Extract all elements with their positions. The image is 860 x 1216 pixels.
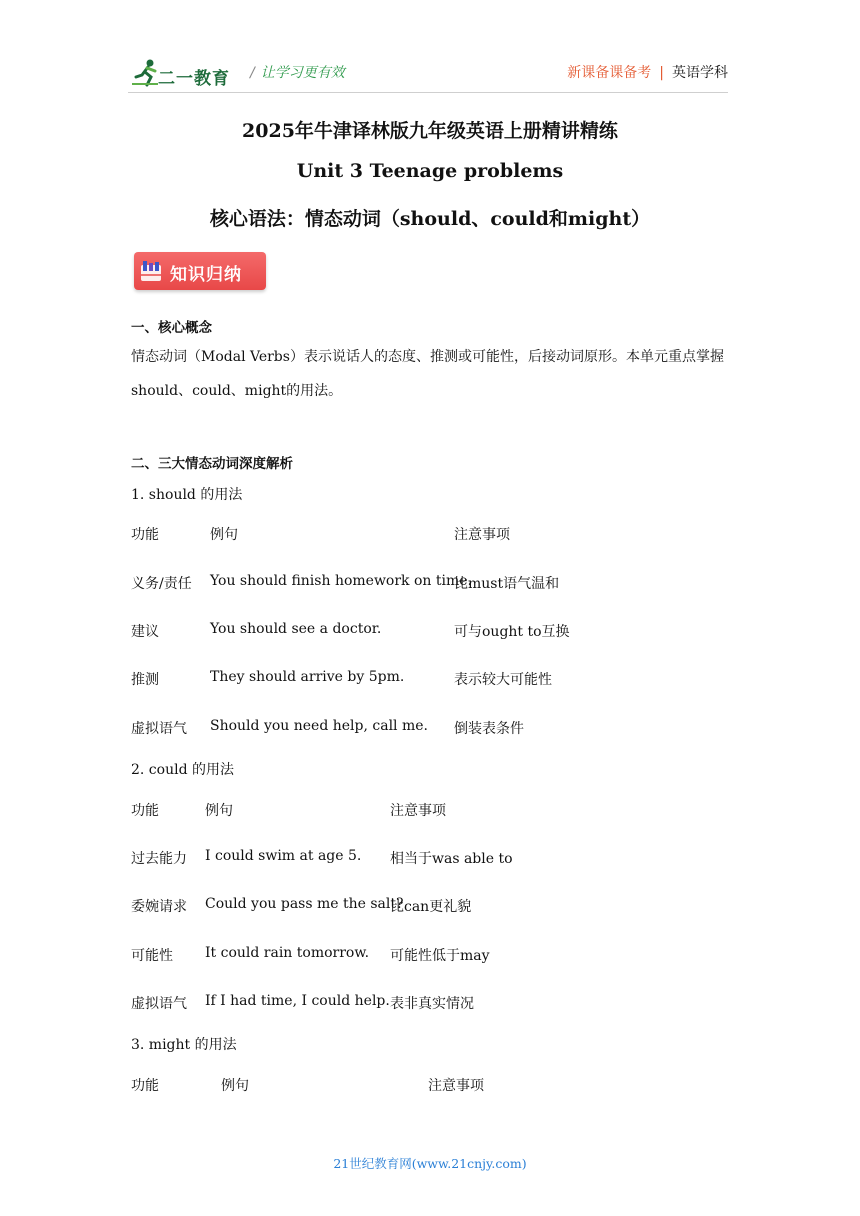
badge-label: 知识归纳 bbox=[170, 265, 242, 285]
runner-logo-icon bbox=[132, 58, 160, 88]
cell-function: 建议 bbox=[131, 624, 159, 640]
cell-example: They should arrive by 5pm. bbox=[210, 669, 405, 685]
cell-function: 过去能力 bbox=[131, 851, 187, 867]
header-subject bbox=[567, 62, 728, 82]
header-notes: 注意事项 bbox=[428, 1078, 484, 1094]
cell-notes: 相当于was able to bbox=[390, 851, 513, 867]
header-divider bbox=[128, 92, 728, 93]
should-usage-title: 1. should 的用法 bbox=[131, 487, 243, 503]
cell-example: You should finish homework on time. bbox=[210, 573, 472, 589]
cell-example: It could rain tomorrow. bbox=[205, 945, 370, 961]
header-notes: 注意事项 bbox=[454, 527, 510, 543]
cell-function: 义务/责任 bbox=[131, 576, 192, 592]
grammar-title: 核心语法：情态动词（should、could和might） bbox=[209, 208, 651, 230]
cell-example: Should you need help, call me. bbox=[210, 718, 428, 734]
unit-title: Unit 3 Teenage problems bbox=[296, 160, 564, 182]
header-notes: 注意事项 bbox=[390, 803, 446, 819]
header-function: 功能 bbox=[131, 803, 159, 819]
cell-notes: 倒装表条件 bbox=[454, 721, 524, 737]
section-heading-modal-analysis: 二、三大情态动词深度解析 bbox=[131, 456, 293, 472]
slogan: / 让学习更有效 bbox=[250, 65, 345, 81]
cell-example: I could swim at age 5. bbox=[205, 848, 362, 864]
header-example: 例句 bbox=[221, 1078, 249, 1094]
header-tag: 新课备课备考 bbox=[567, 65, 652, 81]
logo-text: 二一教育 bbox=[158, 69, 230, 89]
section-heading-core-concept: 一、核心概念 bbox=[131, 320, 212, 336]
might-usage-title: 3. might 的用法 bbox=[131, 1037, 237, 1053]
page-footer: 21世纪教育网(www.21cnjy.com) bbox=[333, 1156, 527, 1171]
page-header bbox=[128, 56, 728, 92]
header-example: 例句 bbox=[205, 803, 233, 819]
cell-notes: 可能性低于may bbox=[390, 948, 490, 964]
document-title: 2025年牛津译林版九年级英语上册精讲精练 bbox=[242, 120, 618, 142]
header-subject-label: 英语学科 bbox=[672, 65, 728, 81]
knowledge-summary-badge bbox=[134, 252, 266, 290]
cell-function: 委婉请求 bbox=[131, 899, 187, 915]
cell-notes: 可与ought to互换 bbox=[454, 624, 570, 640]
cell-notes: 比can更礼貌 bbox=[390, 899, 472, 915]
header-example: 例句 bbox=[210, 527, 238, 543]
header-function: 功能 bbox=[131, 527, 159, 543]
could-usage-title: 2. could 的用法 bbox=[131, 762, 234, 778]
cell-notes: 表示较大可能性 bbox=[454, 672, 552, 688]
cell-notes: 比must语气温和 bbox=[454, 576, 560, 592]
cell-function: 推测 bbox=[131, 672, 159, 688]
header-function: 功能 bbox=[131, 1078, 159, 1094]
cell-function: 虚拟语气 bbox=[131, 996, 187, 1012]
cell-example: Could you pass me the salt? bbox=[205, 896, 404, 912]
cell-notes: 表非真实情况 bbox=[390, 996, 474, 1012]
cell-example: If I had time, I could help. bbox=[205, 993, 390, 1009]
cell-function: 可能性 bbox=[131, 948, 173, 964]
core-concept-paragraph: 情态动词（Modal Verbs）表示说话人的态度、推测或可能性，后接动词原形。本单元重点掌握should、could、might的用法。 bbox=[131, 349, 724, 399]
book-icon bbox=[140, 259, 162, 283]
header-separator: | bbox=[659, 65, 664, 81]
cell-example: You should see a doctor. bbox=[210, 621, 382, 637]
cell-function: 虚拟语气 bbox=[131, 721, 187, 737]
logo bbox=[132, 58, 242, 90]
slogan-text: 让学习更有效 bbox=[260, 65, 345, 81]
